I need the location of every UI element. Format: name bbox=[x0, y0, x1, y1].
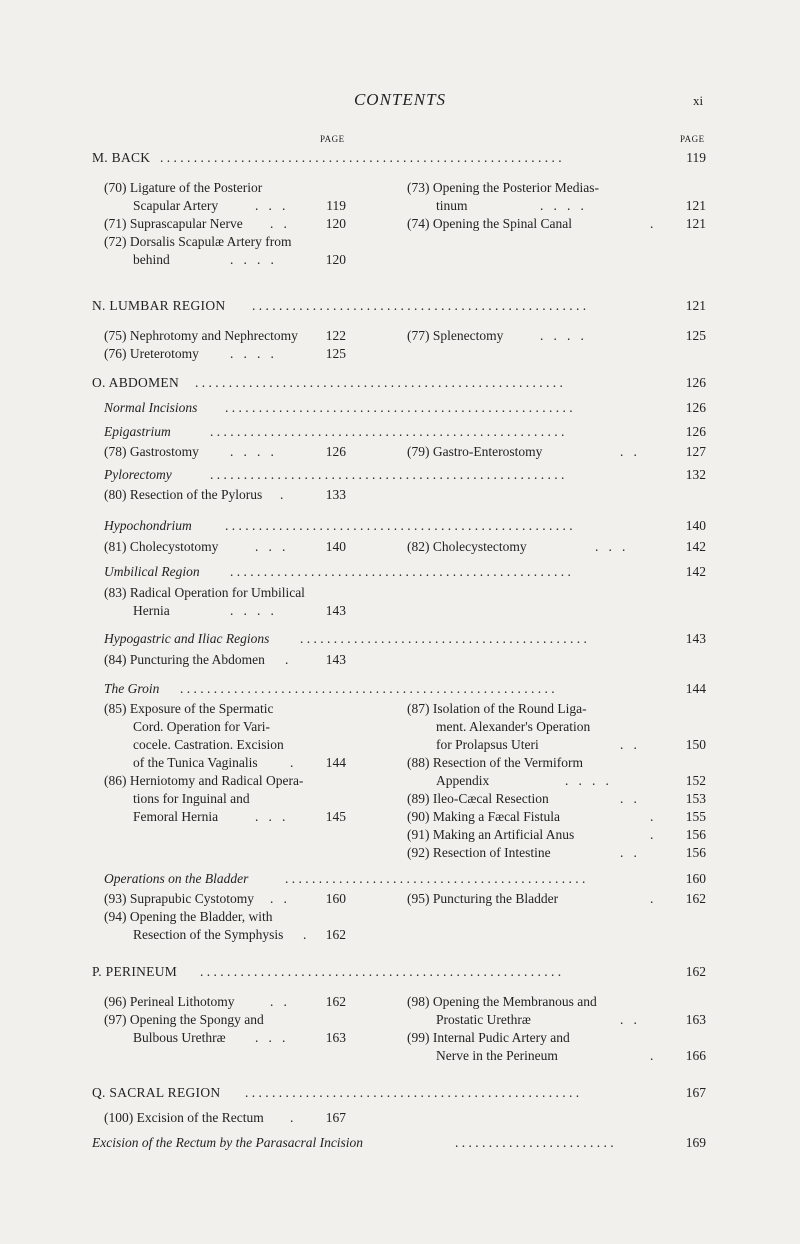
subsection-page: 169 bbox=[685, 1135, 706, 1150]
entry-page: 163 bbox=[685, 1012, 706, 1027]
toc-entry: (86) Herniotomy and Radical Opera- bbox=[104, 773, 304, 788]
toc-entry: tinum bbox=[436, 198, 468, 213]
leader-dots: . . bbox=[270, 891, 287, 906]
entry-page: 145 bbox=[325, 809, 346, 824]
subsection-title: Hypogastric and Iliac Regions bbox=[104, 631, 270, 646]
leader-dots: . . bbox=[620, 737, 637, 752]
subsection-title: Pylorectomy bbox=[104, 467, 172, 482]
leader-dots: . . . . . . . . . . . . . . . . . . . . . . . . . . . . . . . . . . . . . . . . . . . . . . . . . . . . . bbox=[210, 424, 565, 439]
toc-entry: (76) Ureterotomy bbox=[104, 346, 199, 361]
toc-entry: Prostatic Urethræ bbox=[436, 1012, 531, 1027]
leader-dots: . . bbox=[620, 444, 637, 459]
toc-entry: (93) Suprapubic Cystotomy bbox=[104, 891, 254, 906]
toc-entry: (79) Gastro-Enterostomy bbox=[407, 444, 543, 459]
leader-dots: . . . . . . . . . . . . . . . . . . . . . . . . . . . . . . . . . . . . . . . . . . . . . . . . . . . . . . bbox=[200, 964, 562, 979]
toc-entry: of the Tunica Vaginalis bbox=[133, 755, 258, 770]
subsection-page: 126 bbox=[685, 424, 706, 439]
toc-entry: (85) Exposure of the Spermatic bbox=[104, 701, 274, 716]
toc-entry: (97) Opening the Spongy and bbox=[104, 1012, 264, 1027]
toc-entry: tions for Inguinal and bbox=[133, 791, 250, 806]
toc-entry: (82) Cholecystectomy bbox=[407, 539, 527, 554]
leader-dots: . . . . . . . . . . . . . . . . . . . . . . . . . . . . . . . . . . . . . . . . . . . bbox=[300, 631, 587, 646]
entry-page: 125 bbox=[685, 328, 706, 343]
leader-dots: . . . . bbox=[230, 252, 274, 267]
toc-entry: (75) Nephrotomy and Nephrectomy bbox=[104, 328, 298, 343]
leader-dots: . bbox=[285, 652, 289, 667]
leader-dots: . bbox=[650, 1048, 654, 1063]
toc-entry: (83) Radical Operation for Umbilical bbox=[104, 585, 305, 600]
subsection-page: 142 bbox=[685, 564, 706, 579]
entry-page: 166 bbox=[685, 1048, 706, 1063]
leader-dots: . . . . . . . . . . . . . . . . . . . . . . . . . . . . . . . . . . . . . . . . . . . . . . . . . . . . . . . . . . . . bbox=[160, 150, 562, 165]
entry-page: 143 bbox=[325, 603, 346, 618]
toc-entry: Resection of the Symphysis bbox=[133, 927, 284, 942]
subsection-title: The Groin bbox=[104, 681, 160, 696]
entry-page: 156 bbox=[685, 845, 706, 860]
entry-page: 156 bbox=[685, 827, 706, 842]
toc-entry: for Prolapsus Uteri bbox=[436, 737, 539, 752]
leader-dots: . . . . . . . . . . . . . . . . . . . . . . . . . . . . . . . . . . . . . . . . . . . . . bbox=[285, 871, 586, 886]
toc-entry: Appendix bbox=[436, 773, 490, 788]
toc-entry: (92) Resection of Intestine bbox=[407, 845, 551, 860]
toc-entry: (84) Puncturing the Abdomen bbox=[104, 652, 265, 667]
leader-dots: . . . . bbox=[230, 603, 274, 618]
toc-entry: (95) Puncturing the Bladder bbox=[407, 891, 559, 906]
entry-page: 160 bbox=[325, 891, 346, 906]
entry-page: 162 bbox=[685, 891, 706, 906]
section-title-back: M. BACK bbox=[92, 150, 151, 165]
toc-entry: (80) Resection of the Pylorus bbox=[104, 487, 263, 502]
leader-dots: . . . . . . . . . . . . . . . . . . . . . . . . bbox=[455, 1135, 614, 1150]
page-number: xi bbox=[693, 93, 704, 108]
entry-page: 143 bbox=[325, 652, 346, 667]
toc-entry: (98) Opening the Membranous and bbox=[407, 994, 597, 1009]
toc-entry: Nerve in the Perineum bbox=[436, 1048, 558, 1063]
leader-dots: . bbox=[650, 216, 654, 231]
entry-page: 155 bbox=[685, 809, 706, 824]
leader-dots: . . . . bbox=[565, 773, 609, 788]
toc-entry: (71) Suprascapular Nerve bbox=[104, 216, 243, 231]
leader-dots: . . . . bbox=[540, 198, 584, 213]
leader-dots: . . . bbox=[255, 539, 286, 554]
leader-dots: . bbox=[280, 487, 284, 502]
leader-dots: . . bbox=[270, 216, 287, 231]
leader-dots: . . . bbox=[255, 809, 286, 824]
section-page: 167 bbox=[685, 1085, 706, 1100]
leader-dots: . . . . bbox=[230, 346, 274, 361]
entry-page: 167 bbox=[325, 1110, 346, 1125]
section-title-abdomen: O. ABDOMEN bbox=[92, 375, 180, 390]
leader-dots: . . . . . . . . . . . . . . . . . . . . . . . . . . . . . . . . . . . . . . . . . . . . . . . . . . bbox=[245, 1085, 580, 1100]
toc-entry: (73) Opening the Posterior Medias- bbox=[407, 180, 599, 195]
entry-page: 142 bbox=[685, 539, 706, 554]
toc-entry: (87) Isolation of the Round Liga- bbox=[407, 701, 587, 716]
toc-entry: (94) Opening the Bladder, with bbox=[104, 909, 273, 924]
entry-page: 121 bbox=[685, 216, 706, 231]
entry-page: 150 bbox=[685, 737, 706, 752]
subsection-title: Hypochondrium bbox=[104, 518, 192, 533]
subsection-title: Umbilical Region bbox=[104, 564, 200, 579]
subsection-title: Operations on the Bladder bbox=[104, 871, 249, 886]
toc-entry: (88) Resection of the Vermiform bbox=[407, 755, 583, 770]
section-title-sacral: Q. SACRAL REGION bbox=[92, 1085, 221, 1100]
section-page: 119 bbox=[686, 150, 706, 165]
section-page: 162 bbox=[685, 964, 706, 979]
leader-dots: . bbox=[650, 809, 654, 824]
toc-entry: Femoral Hernia bbox=[133, 809, 219, 824]
leader-dots: . . bbox=[620, 791, 637, 806]
entry-page: 119 bbox=[326, 198, 346, 213]
leader-dots: . . . . . . . . . . . . . . . . . . . . . . . . . . . . . . . . . . . . . . . . . . . . . . . . . . . . . . . bbox=[195, 375, 563, 390]
subsection-title: Epigastrium bbox=[104, 424, 171, 439]
leader-dots: . . . bbox=[255, 1030, 286, 1045]
toc-entry: (90) Making a Fæcal Fistula bbox=[407, 809, 560, 824]
leader-dots: . . . bbox=[595, 539, 626, 554]
entry-page: 126 bbox=[325, 444, 346, 459]
entry-page: 152 bbox=[685, 773, 706, 788]
column-head-page-right: PAGE bbox=[680, 134, 705, 144]
entry-page: 133 bbox=[325, 487, 346, 502]
subsection-page: 126 bbox=[685, 400, 706, 415]
toc-entry: ment. Alexander's Operation bbox=[436, 719, 591, 734]
leader-dots: . . bbox=[620, 845, 637, 860]
entry-page: 162 bbox=[325, 927, 346, 942]
section-page: 121 bbox=[685, 298, 706, 313]
leader-dots: . . bbox=[620, 1012, 637, 1027]
page-title: CONTENTS bbox=[353, 90, 447, 109]
entry-page: 120 bbox=[325, 216, 346, 231]
leader-dots: . bbox=[650, 827, 654, 842]
toc-entry: cocele. Castration. Excision bbox=[133, 737, 284, 752]
entry-page: 140 bbox=[325, 539, 346, 554]
subsection-page: 132 bbox=[685, 467, 706, 482]
toc-entry: behind bbox=[133, 252, 170, 267]
leader-dots: . . . bbox=[255, 198, 286, 213]
section-title-perineum: P. PERINEUM bbox=[92, 964, 178, 979]
toc-entry: (100) Excision of the Rectum bbox=[104, 1110, 264, 1125]
toc-entry: Hernia bbox=[133, 603, 170, 618]
toc-entry: (78) Gastrostomy bbox=[104, 444, 199, 459]
subsection-page: 144 bbox=[685, 681, 706, 696]
toc-entry: (91) Making an Artificial Anus bbox=[407, 827, 575, 842]
subsection-title: Normal Incisions bbox=[104, 400, 198, 415]
toc-entry: (99) Internal Pudic Artery and bbox=[407, 1030, 570, 1045]
entry-page: 163 bbox=[325, 1030, 346, 1045]
entry-page: 127 bbox=[685, 444, 706, 459]
leader-dots: . bbox=[303, 927, 307, 942]
leader-dots: . . . . . . . . . . . . . . . . . . . . . . . . . . . . . . . . . . . . . . . . . . . . . . . . . . . . . . . . bbox=[180, 681, 555, 696]
entry-page: 144 bbox=[325, 755, 346, 770]
leader-dots: . . . . bbox=[540, 328, 584, 343]
leader-dots: . bbox=[290, 755, 294, 770]
entry-page: 153 bbox=[685, 791, 706, 806]
toc-entry: (74) Opening the Spinal Canal bbox=[407, 216, 572, 231]
entry-page: 162 bbox=[325, 994, 346, 1009]
section-title-lumbar: N. LUMBAR REGION bbox=[92, 298, 226, 313]
leader-dots: . . . . . . . . . . . . . . . . . . . . . . . . . . . . . . . . . . . . . . . . . . . . . . . . . . . . . bbox=[210, 467, 565, 482]
toc-entry: (89) Ileo-Cæcal Resection bbox=[407, 791, 549, 806]
entry-page: 120 bbox=[325, 252, 346, 267]
section-page: 126 bbox=[685, 375, 706, 390]
leader-dots: . . . . . . . . . . . . . . . . . . . . . . . . . . . . . . . . . . . . . . . . . . . . . . . . . . . . bbox=[225, 518, 573, 533]
toc-entry: (70) Ligature of the Posterior bbox=[104, 180, 263, 195]
leader-dots: . bbox=[290, 1110, 294, 1125]
toc-entry: (72) Dorsalis Scapulæ Artery from bbox=[104, 234, 292, 249]
entry-page: 122 bbox=[325, 328, 346, 343]
leader-dots: . . . . bbox=[230, 444, 274, 459]
entry-page: 125 bbox=[325, 346, 346, 361]
leader-dots: . . . . . . . . . . . . . . . . . . . . . . . . . . . . . . . . . . . . . . . . . . . . . . . . . . . . bbox=[225, 400, 573, 415]
leader-dots: . . . . . . . . . . . . . . . . . . . . . . . . . . . . . . . . . . . . . . . . . . . . . . . . . . bbox=[252, 298, 587, 313]
toc-entry: (81) Cholecystotomy bbox=[104, 539, 219, 554]
subsection-page: 143 bbox=[685, 631, 706, 646]
toc-entry: (96) Perineal Lithotomy bbox=[104, 994, 235, 1009]
toc-entry: Bulbous Urethræ bbox=[133, 1030, 226, 1045]
subsection-title: Excision of the Rectum by the Parasacral Incision bbox=[92, 1135, 364, 1150]
toc-entry: Cord. Operation for Vari- bbox=[133, 719, 270, 734]
subsection-page: 160 bbox=[685, 871, 706, 886]
toc-entry: (77) Splenectomy bbox=[407, 328, 504, 343]
entry-page: 121 bbox=[685, 198, 706, 213]
subsection-page: 140 bbox=[685, 518, 706, 533]
leader-dots: . bbox=[650, 891, 654, 906]
leader-dots: . . bbox=[270, 994, 287, 1009]
leader-dots: . . . . . . . . . . . . . . . . . . . . . . . . . . . . . . . . . . . . . . . . . . . . . . . . . . . bbox=[230, 564, 571, 579]
toc-entry: Scapular Artery bbox=[133, 198, 219, 213]
column-head-page-left: PAGE bbox=[320, 134, 345, 144]
